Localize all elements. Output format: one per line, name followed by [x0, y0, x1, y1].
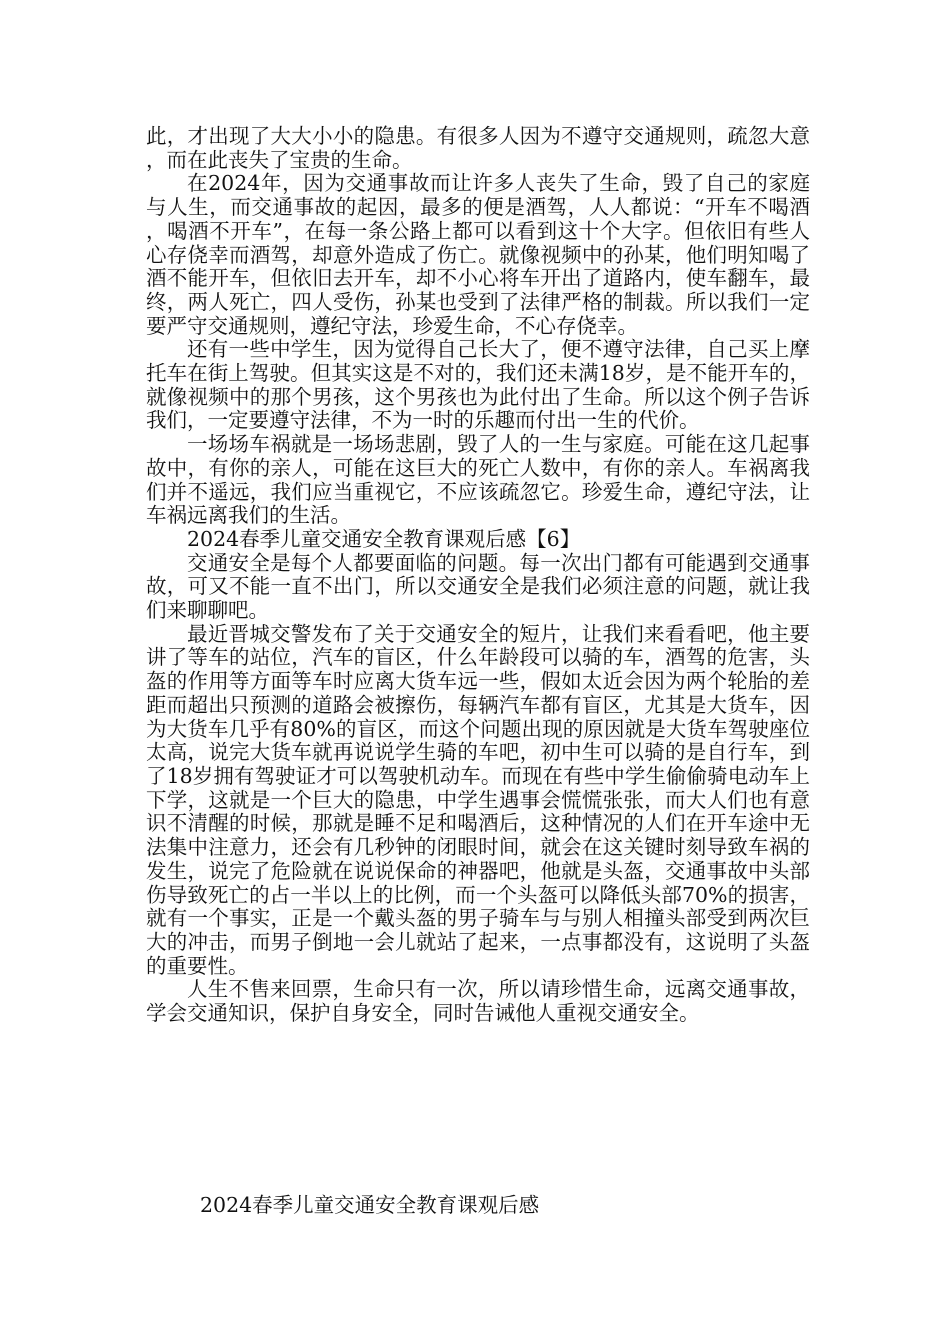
footer-title: 2024春季儿童交通安全教育课观后感 — [200, 1193, 540, 1217]
paragraph-students-motorcycle: 还有一些中学生，因为觉得自己长大了，便不遵守法律，自己买上摩托车在街上驾驶。但其实这是不对的，我们还未满18岁，是不能开车的，就像视频中的那个男孩，这个男孩也为此付出了生命。所以这个例子告诉我们，一定要遵守法律，不为一时的乐趣而付出一生的代价。 — [146, 337, 810, 433]
paragraph-continuation: 此，才出现了大大小小的隐患。有很多人因为不遵守交通规则，疏忽大意，而在此丧失了宝贵的生命。 — [146, 124, 810, 172]
paragraph-intro: 交通安全是每个人都要面临的问题。每一次出门都有可能遇到交通事故，可又不能一直不出门，所以交通安全是我们必须注意的问题，就让我们来聊聊吧。 — [146, 550, 810, 623]
document-body — [146, 125, 810, 1026]
paragraph-conclusion: 人生不售来回票，生命只有一次，所以请珍惜生命，远离交通事故，学会交通知识，保护自身安全，同时告诫他人重视交通安全。 — [146, 977, 810, 1026]
paragraph-tragedy: 一场场车祸就是一场场悲剧，毁了人的一生与家庭。可能在这几起事故中，有你的亲人，可能在这巨大的死亡人数中，有你的亲人。车祸离我们并不遥远，我们应当重视它，不应该疏忽它。珍爱生命，遵纪守法，让车祸远离我们的生活。 — [146, 432, 810, 528]
paragraph-drunk-driving: 在2024年，因为交通事故而让许多人丧失了生命，毁了自己的家庭与人生，而交通事故的起因，最多的便是酒驾，人人都说：“开车不喝酒，喝酒不开车”，在每一条公路上都可以看到这十个大字。但依旧有些人心存侥幸而酒驾，却意外造成了伤亡。就像视频中的孙某，他们明知喝了酒不能开车，但依旧去开车，却不小心将车开出了道路内，使车翻车，最终，两人死亡，四人受伤，孙某也受到了法律严格的制裁。所以我们一定要严守交通规则，遵纪守法，珍爱生命，不心存侥幸。 — [146, 171, 810, 338]
paragraph-safety-video: 最近晋城交警发布了关于交通安全的短片，让我们来看看吧，他主要讲了等车的站位，汽车的盲区，什么年龄段可以骑的车，酒驾的危害，头盔的作用等方面等车时应离大货车远一些，假如太近会因为两个轮胎的差距而超出只预测的道路会被擦伤，每辆汽车都有盲区，尤其是大货车，因为大货车几乎有80%的盲区，而这个问题出现的原因就是大货车驾驶座位太高，说完大货车就再说说学生骑的车吧，初中生可以骑的是自行车，到了18岁拥有驾驶证才可以驾驶机动车。而现在有些中学生偷偷骑电动车上下学，这就是一个巨大的隐患，中学生遇事会慌慌张张，而大人们也有意识不清醒的时候，那就是睡不足和喝酒后，这种情况的人们在开车途中无法集中注意力，还会有几秒钟的闭眼时间，就会在这关键时刻导致车祸的发生，说完了危险就在说说保命的神器吧，他就是头盔，交通事故中头部伤导致死亡的占一半以上的比例，而一个头盔可以降低头部70%的损害，就有一个事实，正是一个戴头盔的男子骑车与与别人相撞头部受到两次巨大的冲击，而男子倒地一会儿就站了起来，一点事都没有，这说明了头盔的重要性。 — [146, 621, 810, 978]
section-heading: 2024春季儿童交通安全教育课观后感【6】 — [187, 526, 581, 551]
